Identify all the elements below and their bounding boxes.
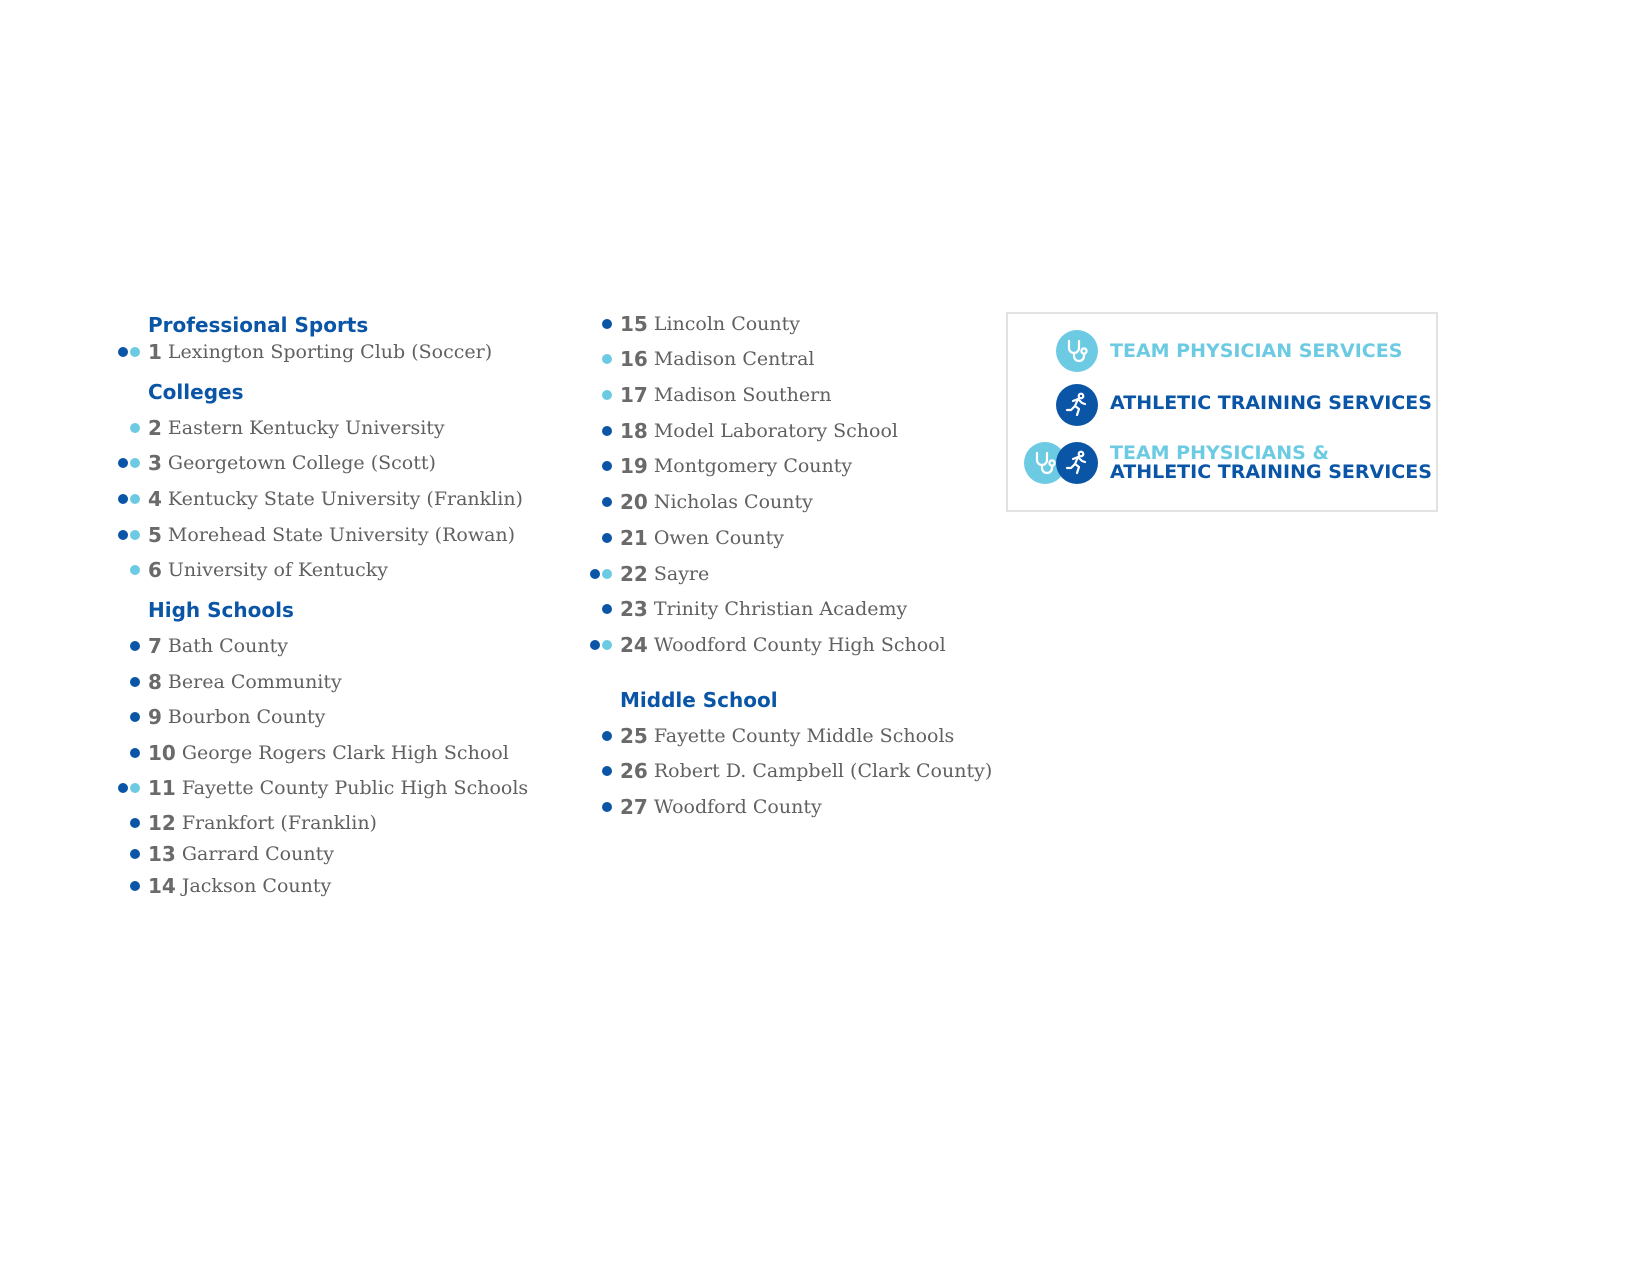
item-number: 17	[620, 383, 648, 407]
list-item	[118, 875, 331, 897]
item-number: 26	[620, 759, 648, 783]
legend-label-both-line1: TEAM PHYSICIANS &	[1110, 442, 1329, 464]
item-name: Woodford County	[653, 795, 822, 818]
list-item	[590, 527, 784, 549]
item-number: 7	[148, 634, 162, 658]
section-heading-middle-school: Middle School	[620, 688, 778, 712]
item-number: 8	[148, 670, 162, 694]
item-name: Woodford County High School	[653, 633, 946, 656]
list-item	[590, 348, 814, 370]
item-name: Fayette County Middle Schools	[653, 724, 955, 747]
list-item	[590, 634, 946, 656]
legend-box	[1006, 312, 1438, 512]
legend-label-athletic-training: ATHLETIC TRAINING SERVICES	[1110, 392, 1432, 414]
item-number: 16	[620, 347, 648, 371]
stethoscope-icon	[1056, 330, 1098, 372]
list-item	[118, 341, 492, 363]
item-number: 23	[620, 597, 648, 621]
item-number: 4	[148, 487, 162, 511]
list-item	[118, 559, 388, 581]
section-heading-high-schools: High Schools	[148, 598, 294, 622]
item-number: 24	[620, 633, 648, 657]
item-name: Model Laboratory School	[653, 419, 898, 442]
list-item	[590, 598, 907, 620]
item-name: Berea Community	[167, 670, 342, 693]
item-name: Owen County	[653, 526, 785, 549]
item-name: Bath County	[167, 634, 288, 657]
legend-label-both-line2: ATHLETIC TRAINING SERVICES	[1110, 461, 1432, 483]
item-number: 10	[148, 741, 176, 765]
item-name: Bourbon County	[167, 705, 326, 728]
item-name: Lincoln County	[653, 312, 801, 335]
item-name: Morehead State University (Rowan)	[167, 523, 516, 546]
list-item	[118, 812, 377, 834]
list-item	[118, 706, 325, 728]
item-number: 1	[148, 340, 162, 364]
item-number: 14	[148, 874, 176, 898]
item-number: 5	[148, 523, 162, 547]
section-heading-colleges: Colleges	[148, 380, 244, 404]
list-item	[118, 417, 445, 439]
list-item	[590, 760, 992, 782]
item-number: 25	[620, 724, 648, 748]
item-name: Jackson County	[181, 874, 332, 897]
item-name: George Rogers Clark High School	[181, 741, 509, 764]
list-item	[118, 671, 342, 693]
item-number: 15	[620, 312, 648, 336]
item-number: 18	[620, 419, 648, 443]
item-number: 13	[148, 842, 176, 866]
item-number: 19	[620, 454, 648, 478]
list-item	[118, 452, 436, 474]
item-number: 12	[148, 811, 176, 835]
item-name: University of Kentucky	[167, 558, 388, 581]
item-name: Madison Southern	[653, 383, 832, 406]
item-number: 2	[148, 416, 162, 440]
item-name: Trinity Christian Academy	[653, 597, 908, 620]
item-number: 21	[620, 526, 648, 550]
item-number: 6	[148, 558, 162, 582]
item-number: 27	[620, 795, 648, 819]
list-item	[118, 777, 528, 799]
item-name: Montgomery County	[653, 454, 853, 477]
item-name: Garrard County	[181, 842, 334, 865]
list-item	[118, 635, 288, 657]
list-item	[590, 384, 831, 406]
list-item	[590, 420, 898, 442]
item-name: Sayre	[653, 562, 710, 585]
item-number: 9	[148, 705, 162, 729]
list-item	[590, 455, 852, 477]
runner-icon	[1056, 384, 1098, 426]
item-name: Eastern Kentucky University	[167, 416, 445, 439]
item-name: Fayette County Public High Schools	[181, 776, 529, 799]
list-item	[590, 563, 709, 585]
legend-label-team-physician: TEAM PHYSICIAN SERVICES	[1110, 340, 1403, 362]
list-item	[118, 488, 523, 510]
item-name: Robert D. Campbell (Clark County)	[653, 759, 993, 782]
item-number: 22	[620, 562, 648, 586]
list-item	[118, 742, 509, 764]
list-item	[118, 524, 515, 546]
item-name: Nicholas County	[653, 490, 813, 513]
list-item	[118, 843, 334, 865]
item-name: Madison Central	[653, 347, 815, 370]
item-name: Frankfort (Franklin)	[181, 811, 377, 834]
item-name: Georgetown College (Scott)	[167, 451, 436, 474]
list-item	[590, 491, 813, 513]
list-item	[590, 313, 800, 335]
item-number: 3	[148, 451, 162, 475]
item-number: 20	[620, 490, 648, 514]
item-number: 11	[148, 776, 176, 800]
item-name: Lexington Sporting Club (Soccer)	[167, 340, 493, 363]
runner-icon	[1056, 442, 1098, 484]
list-item	[590, 796, 822, 818]
list-item	[590, 725, 954, 747]
item-name: Kentucky State University (Franklin)	[167, 487, 523, 510]
section-heading-professional-sports: Professional Sports	[148, 313, 369, 337]
